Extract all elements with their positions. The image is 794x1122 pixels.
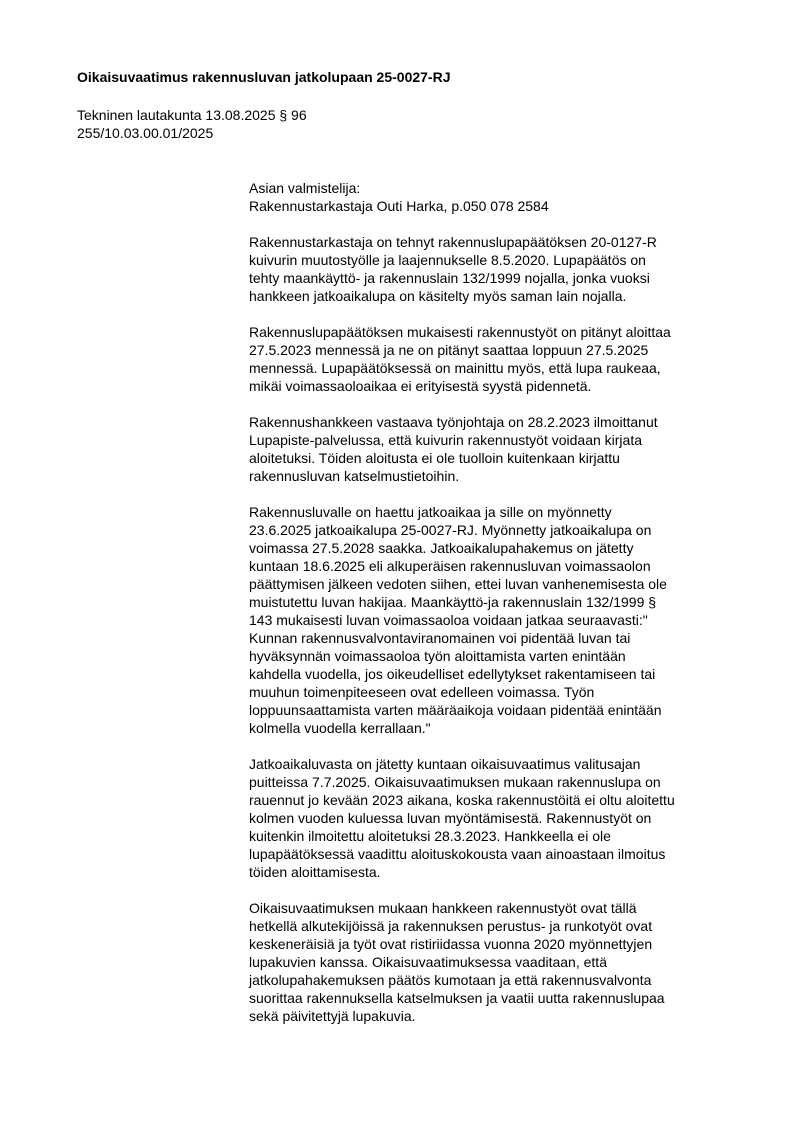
paragraph-line: suorittaa rakennuksella katselmuksen ja vaatii uutta rakennuslupaa [249,990,665,1006]
paragraph-line: kolmen vuoden kuluessa luvan myöntämisestä. Rakennustyöt on [249,810,652,826]
paragraph-line: rakennusluvan katselmustietoihin. [249,468,460,484]
paragraph-line: mennessä. Lupapäätöksessä on mainittu myös, että lupa raukeaa, [249,360,661,376]
paragraph-line: hankkeen jatkoaikalupa on käsitelty myös saman lain nojalla. [249,288,627,304]
paragraph-line: voimassa 27.5.2028 saakka. Jatkoaikalupahakemus on jätetty [249,540,634,556]
body-paragraph [249,899,741,1025]
paragraph-line: 27.5.2023 mennessä ja ne on pitänyt saattaa loppuun 27.5.2025 [249,342,649,358]
body-paragraph [249,233,741,305]
paragraph-line: Jatkoaikaluvasta on jätetty kuntaan oikaisuvaatimus valitusajan [249,756,641,772]
paragraph-line: Rakennusluvalle on haettu jatkoaikaa ja sille on myönnetty [249,504,612,520]
body-paragraph [249,755,741,881]
preparer-block [249,179,741,215]
document-body [249,179,741,1043]
paragraph-line: loppuunsaattamista varten määräaikoja voidaan pidentää enintään [249,702,662,718]
paragraph-line: lupapäätöksessä vaadittu aloituskokousta vaan ainoastaan ilmoitus [249,846,666,862]
paragraph-line: 143 mukaisesti luvan voimassaoloa voidaan jatkaa seuraavasti:" [249,612,648,628]
paragraph-line: aloitetuksi. Töiden aloitusta ei ole tuolloin kuitenkaan kirjattu [249,450,620,466]
paragraph-line: sekä päivitettyjä lupakuvia. [249,1008,416,1024]
paragraph-line: lupakuvien kanssa. Oikaisuvaatimuksessa vaaditaan, että [249,954,607,970]
preparer-label: Asian valmistelija: [249,180,361,196]
body-paragraph [249,413,741,485]
paragraph-line: päättymisen jälkeen vedoten siihen, ettei luvan vanhenemisesta ole [249,576,667,592]
paragraph-line: tehty maankäyttö- ja rakennuslain 132/1999 nojalla, jonka vuoksi [249,270,650,286]
meeting-line: Tekninen lautakunta 13.08.2025 § 96 [77,107,307,123]
record-number: 255/10.03.00.01/2025 [77,125,214,141]
paragraph-line: 23.6.2025 jatkoaikalupa 25-0027-RJ. Myönnetty jatkoaikalupa on [249,522,652,538]
paragraph-line: Kunnan rakennusvalvontaviranomainen voi pidentää luvan tai [249,630,631,646]
paragraph-line: puitteissa 7.7.2025. Oikaisuvaatimuksen mukaan rakennuslupa on [249,774,661,790]
paragraph-line: hyväksynnän voimassaoloa työn aloittamista varten enintään [249,648,626,664]
paragraph-line: kuntaan 18.6.2025 eli alkuperäisen rakennusluvan voimassaolon [249,558,651,574]
paragraph-line: mikäi voimassaoloaikaa ei erityisestä syystä pidennetä. [249,378,592,394]
paragraph-line: Rakennuslupapäätöksen mukaisesti rakennustyöt on pitänyt aloittaa [249,324,671,340]
meeting-info [77,106,307,142]
paragraph-line: kuivurin muutostyölle ja laajennukselle 8.5.2020. Lupapäätös on [249,252,646,268]
paragraph-line: muistutettu luvan hakijaa. Maankäyttö-ja rakennuslain 132/1999 § [249,594,657,610]
paragraph-line: hetkellä alkutekijöissä ja rakennuksen perustus- ja runkotyöt ovat [249,918,653,934]
body-paragraph [249,503,741,737]
paragraph-line: jatkolupahakemuksen päätös kumotaan ja että rakennusvalvonta [249,972,652,988]
body-paragraph [249,323,741,395]
paragraph-line: kuitenkin ilmoitettu aloitetuksi 28.3.2023. Hankkeella ei ole [249,828,611,844]
paragraph-line: Lupapiste-palvelussa, että kuivurin rakennustyöt voidaan kirjata [249,432,643,448]
paragraph-line: muuhun toimenpiteeseen ovat edelleen voimassa. Työn [249,684,595,700]
paragraph-line: keskeneräisiä ja työt ovat ristiriidassa vuonna 2020 myönnettyjen [249,936,653,952]
paragraph-line: Oikaisuvaatimuksen mukaan hankkeen rakennustyöt ovat tällä [249,900,637,916]
preparer-name: Rakennustarkastaja Outi Harka, p.050 078 2584 [249,198,549,214]
paragraph-line: Rakennushankkeen vastaava työnjohtaja on 28.2.2023 ilmoittanut [249,414,658,430]
paragraph-line: Rakennustarkastaja on tehnyt rakennuslupapäätöksen 20-0127-R [249,234,657,250]
paragraph-line: töiden aloittamisesta. [249,864,381,880]
paragraph-line: kolmella vuodella kerrallaan." [249,720,431,736]
paragraph-line: rauennut jo kevään 2023 aikana, koska rakennustöitä ei oltu aloitettu [249,792,675,808]
paragraph-line: kahdella vuodella, jos oikeudelliset edellytykset rakentamiseen tai [249,666,656,682]
document-title: Oikaisuvaatimus rakennusluvan jatkolupaan 25-0027-RJ [77,69,451,85]
